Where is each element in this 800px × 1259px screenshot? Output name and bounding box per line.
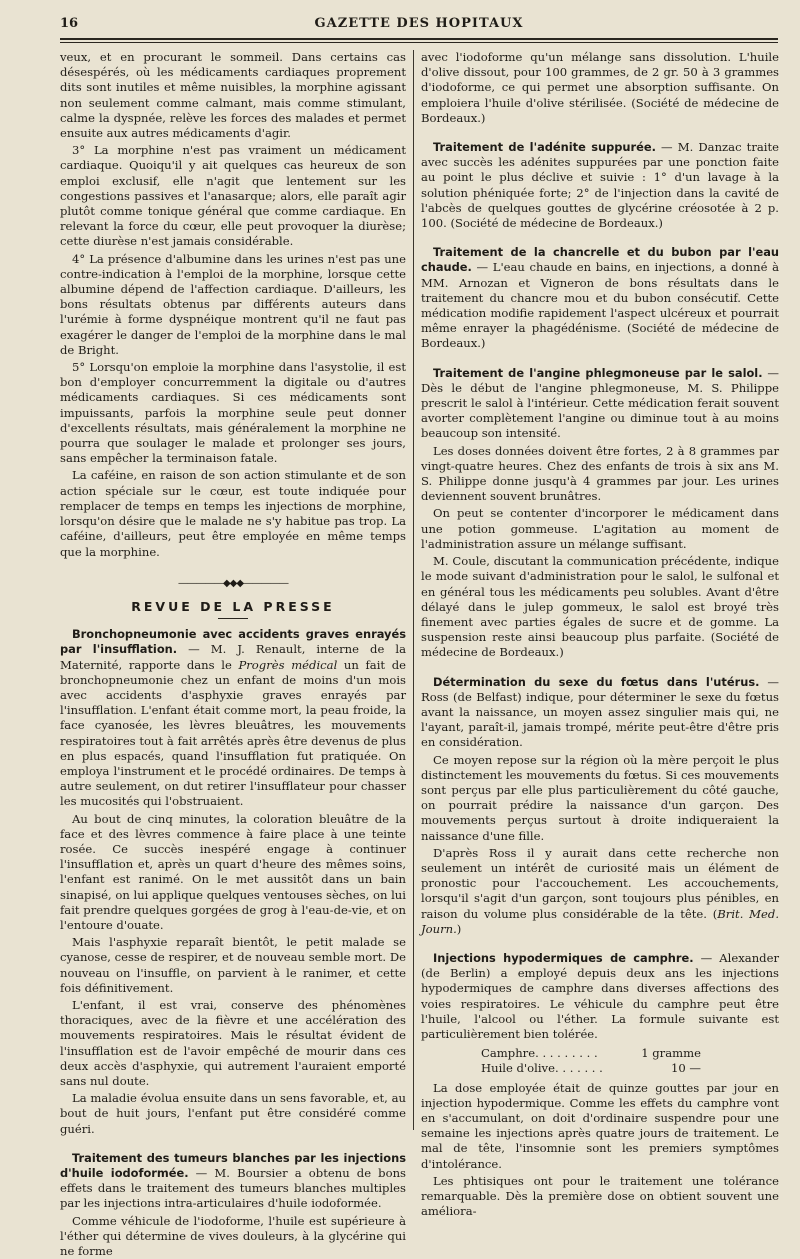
header-rule [60,38,778,40]
formula [481,1046,701,1076]
paragraph-text: ) [456,921,462,936]
paragraph: avec l'iodoforme qu'un mélange sans dissolution. L'huile d'olive dissout, pour 100 grammes, de 2 gr. 50 à 3 grammes d'iodoforme, ce qui permet une absorption suffisante. On emploiera l'huile d'olive stérilisée. (Société de médecine de Bordeaux.) [421,50,779,125]
formula-quantity: 10 — [670,1061,701,1076]
paragraph: La caféine, en raison de son action stimulante et de son action spéciale sur le cœur, est toute indiquée pour remplacer de temps en temps les injections de morphine, lorsqu'on désire que le malade ne s'y habitue pas trop. La caféine, d'ailleurs, peut être employée en même temps que la morphine. [60,468,406,559]
page-header [60,14,778,40]
page-number: 16 [60,16,79,31]
header-rule-thin [60,42,778,43]
article-text: — Dès le début de l'angine phlegmoneuse, M. S. Philippe prescrit le salol à l'intérieur. Cette médication ferait souvent avorter complètement l'angine ou diminue tout à au moins beaucoup son intensité. [421,365,779,441]
paragraph: 4° La présence d'albumine dans les urines n'est pas une contre-indication à l'emploi de la morphine, lorsque cette albumine dépend de l'affection cardiaque. D'ailleurs, les bons résultats obtenus par différents auteurs dans l'urémie à forme dyspnéique montrent qu'il ne faut pas exagérer le danger de l'emploi de la morphine dans le mal de Bright. [60,251,406,357]
article-angine [421,366,779,661]
formula-row [481,1061,701,1076]
paragraph: 3° La morphine n'est pas vraiment un médicament cardiaque. Quoiqu'il y ait quelques cas heureux de son emploi exclusif, elle n'agit que lentement sur les congestions passives et l'anasarque; alors, elle paraît agir plutôt comme tonique général que comme cardiaque. En relevant la force du cœur, elle peut provoquer la diurèse; cette diurèse n'est jamais considérable. [60,143,406,249]
paragraph: Mais l'asphyxie reparaît bientôt, le petit malade se cyanose, cesse de respirer, et de nouveau semble mort. De nouveau on l'insuffle, on parvient à le ranimer, et cette fois définitivement. [60,935,406,995]
paragraph: Les phtisiques ont pour le traitement une tolérance remarquable. Dès la première dose on obtient souvent une améliora- [421,1173,779,1219]
article-title: Détermination du sexe du fœtus dans l'utérus. [433,674,760,689]
article-text: — Ross (de Belfast) indique, pour déterminer le sexe du fœtus avant la naissance, un moyen assez singulier mais qui, ne l'ayant, paraît-il, jamais trompé, mérite peut-être d'être pris en considération. [421,674,779,750]
article-text: — Alexander (de Berlin) a employé depuis deux ans les injections hypodermiques de camphre dans diverses affections des voies respiratoires. Le véhicule du camphre peut être l'huile, l'alcool ou l'éther. La formule suivante est particulièrement bien tolérée. [421,950,779,1041]
paragraph: Au bout de cinq minutes, la coloration bleuâtre de la face et des lèvres commence à faire place à une teinte rosée. Ce succès inespéré engage à continuer l'insufflation et, après un quart d'heure des mêmes soins, l'enfant est ranimé. On le met aussitôt dans un bain sinapisé, on lui applique quelques ventouses sèches, on lui fait prendre quelques gorgées de grog à l'eau-de-vie, et on l'entoure d'ouate. [60,811,406,932]
article-title: Bronchopneumonie avec accidents graves enrayés par l'insufflation. [60,627,406,657]
right-column [421,50,780,1219]
column-divider [413,50,414,1130]
article-chancrelle [421,245,779,351]
article-sexe-foetus [421,675,779,937]
paragraph: L'enfant, il est vrai, conserve des phénomènes thoraciques, avec de la fièvre et une accélération des mouvements respiratoires. Mais le résultat évident de l'insufflation est de l'avoir empêché de mourir dans ces deux accès d'asphyxie, qui autrement l'auraient emporté sans nul doute. [60,997,406,1088]
source-citation: Progrès médical [238,657,338,672]
paragraph: veux, et en procurant le sommeil. Dans certains cas désespérés, où les médicaments cardiaques proprement dits sont inutiles et même nuisibles, la morphine agissant non seulement comme calmant, mais comme stimulant, calme la dyspnée, relève les forces des malades et permet ensuite aux autres médicaments d'agir. [60,50,406,141]
article-text: — M. Boursier a obtenu de bons effets dans le traitement des tumeurs blanches multiples par les injections intra-articulaires d'huile iodoformée. [60,1166,406,1211]
paragraph-text: D'après Ross il y aurait dans cette recherche non seulement un intérêt de curiosité mais un élément de pronostic pour l'accouchement. Les accouchements, lorsqu'il s'agit d'un garçon, sont toujours plus pénibles, en raison du volume plus considérable de la tête. ( [421,845,779,921]
article-text: un fait de bronchopneumonie chez un enfant de moins d'un mois avec accidents d'asphyxie graves enrayés par l'insufflation. L'enfant était comme mort, la peau froide, la face cyanosée, les lèvres bleuâtres, les mouvements respiratoires tout à fait arrêtés après être devenus de plus en plus espacés, quand l'insufflation fut pratiquée. On employa l'instrument et le procédé ordinaires. De temps à autre seulement, on dut retirer l'insufflateur pour chasser les mucosités qui l'obstruaient. [60,657,406,809]
paragraph: Comme véhicule de l'iodoforme, l'huile est supérieure à l'éther qui détermine de vives douleurs, à la glycérine qui ne forme [60,1213,406,1259]
formula-ingredient: Huile d'olive. . . . . . . [481,1061,603,1076]
section-rule [218,618,248,619]
paragraph: Ce moyen repose sur la région où la mère perçoit le plus distinctement les mouvements du fœtus. Si ces mouvements sont perçus par elle plus particulièrement du côté gauche, on pourrait prédire la naissance d'un garçon. Des mouvements perçus surtout à droite indiqueraient la naissance d'une fille. [421,752,779,843]
article-tumeurs-blanches [60,1151,406,1259]
article-intro: — M. J. Renault, interne de la Maternité, rapporte dans le [60,642,407,672]
article-title: Injections hypodermiques de camphre. [433,950,694,965]
formula-quantity: 1 gramme [641,1046,701,1061]
paragraph: La dose employée était de quinze gouttes par jour en injection hypodermique. Comme les effets du camphre vont en s'accumulant, on doit d'ordinaire suspendre pour une semaine les injections après quatre jours de traitement. Le mal de tête, l'insomnie sont les premiers symptômes d'intolérance. [421,1080,779,1171]
journal-title: GAZETTE DES HOPITAUX [314,16,524,31]
source-citation: Brit. Med. Journ. [421,906,779,936]
article-text: — L'eau chaude en bains, en injections, a donné à MM. Arnozan et Vigneron de bons résultats dans le traitement du chancre mou et du bubon consécutif. Cette médication modifie rapidement l'aspect ulcéreux et pourrait même enrayer la phagédénisme. (Société de médecine de Bordeaux.) [421,260,779,351]
section-ornament: —————◆◆◆————— [177,577,289,589]
formula-row [481,1046,701,1061]
article-bronchopneumonie [60,627,406,1137]
section-title: REVUE DE LA PRESSE [131,598,335,614]
paragraph: M. Coule, discutant la communication précédente, indique le mode suivant d'administration pour le salol, le sulfonal et en général tous les médicaments peu solubles. Avant d'être délayé dans le julep gommeux, le salol est broyé très finement avec parties égales de sucre et de gomme. La suspension reste ainsi beaucoup plus parfaite. (Société de médecine de Bordeaux.) [421,554,779,660]
paragraph: On peut se contenter d'incorporer le médicament dans une potion gommeuse. L'agitation au moment de l'administration assure un mélange suffisant. [421,506,779,551]
article-title: Traitement de la chancrelle et du bubon par l'eau chaude. [421,245,779,275]
article-camphre [421,951,779,1219]
formula-ingredient: Camphre. . . . . . . . . [481,1046,598,1061]
paragraph: La maladie évolua ensuite dans un sens favorable, et, au bout de huit jours, l'enfant put être considéré comme guéri. [60,1091,406,1136]
article-text: — M. Danzac traite avec succès les adénites suppurées par une ponction faite au point le plus déclive et suivie : 1° d'un lavage à la solution phéniquée forte; 2° de l'injection dans la cavité de l'abcès de quelques gouttes de glycérine créosotée à 2 p. 100. (Société de médecine de Bordeaux.) [421,140,780,231]
paragraph: Les doses données doivent être fortes, 2 à 8 grammes par vingt-quatre heures. Chez des enfants de trois à six ans M. S. Philippe donne jusqu'à 4 grammes par jour. Les urines deviennent souvent brunâtres. [421,443,779,504]
article-adenite [421,140,779,231]
left-column [60,50,407,1259]
article-title: Traitement de l'adénite suppurée. [433,140,656,155]
paragraph: 5° Lorsqu'on emploie la morphine dans l'asystolie, il est bon d'employer concurremment la digitale ou d'autres médicaments cardiaques. Si ces médicaments sont impuissants, parfois la morphine seule peut donner d'excellents résultats, mais généralement la morphine ne pourra que soulager le malade et prolonger ses jours, sans empêcher la terminaison fatale. [60,360,406,466]
article-title: Traitement de l'angine phlegmoneuse par le salol. [433,365,763,380]
article-title: Traitement des tumeurs blanches par les injections d'huile iodoformée. [60,1150,406,1181]
